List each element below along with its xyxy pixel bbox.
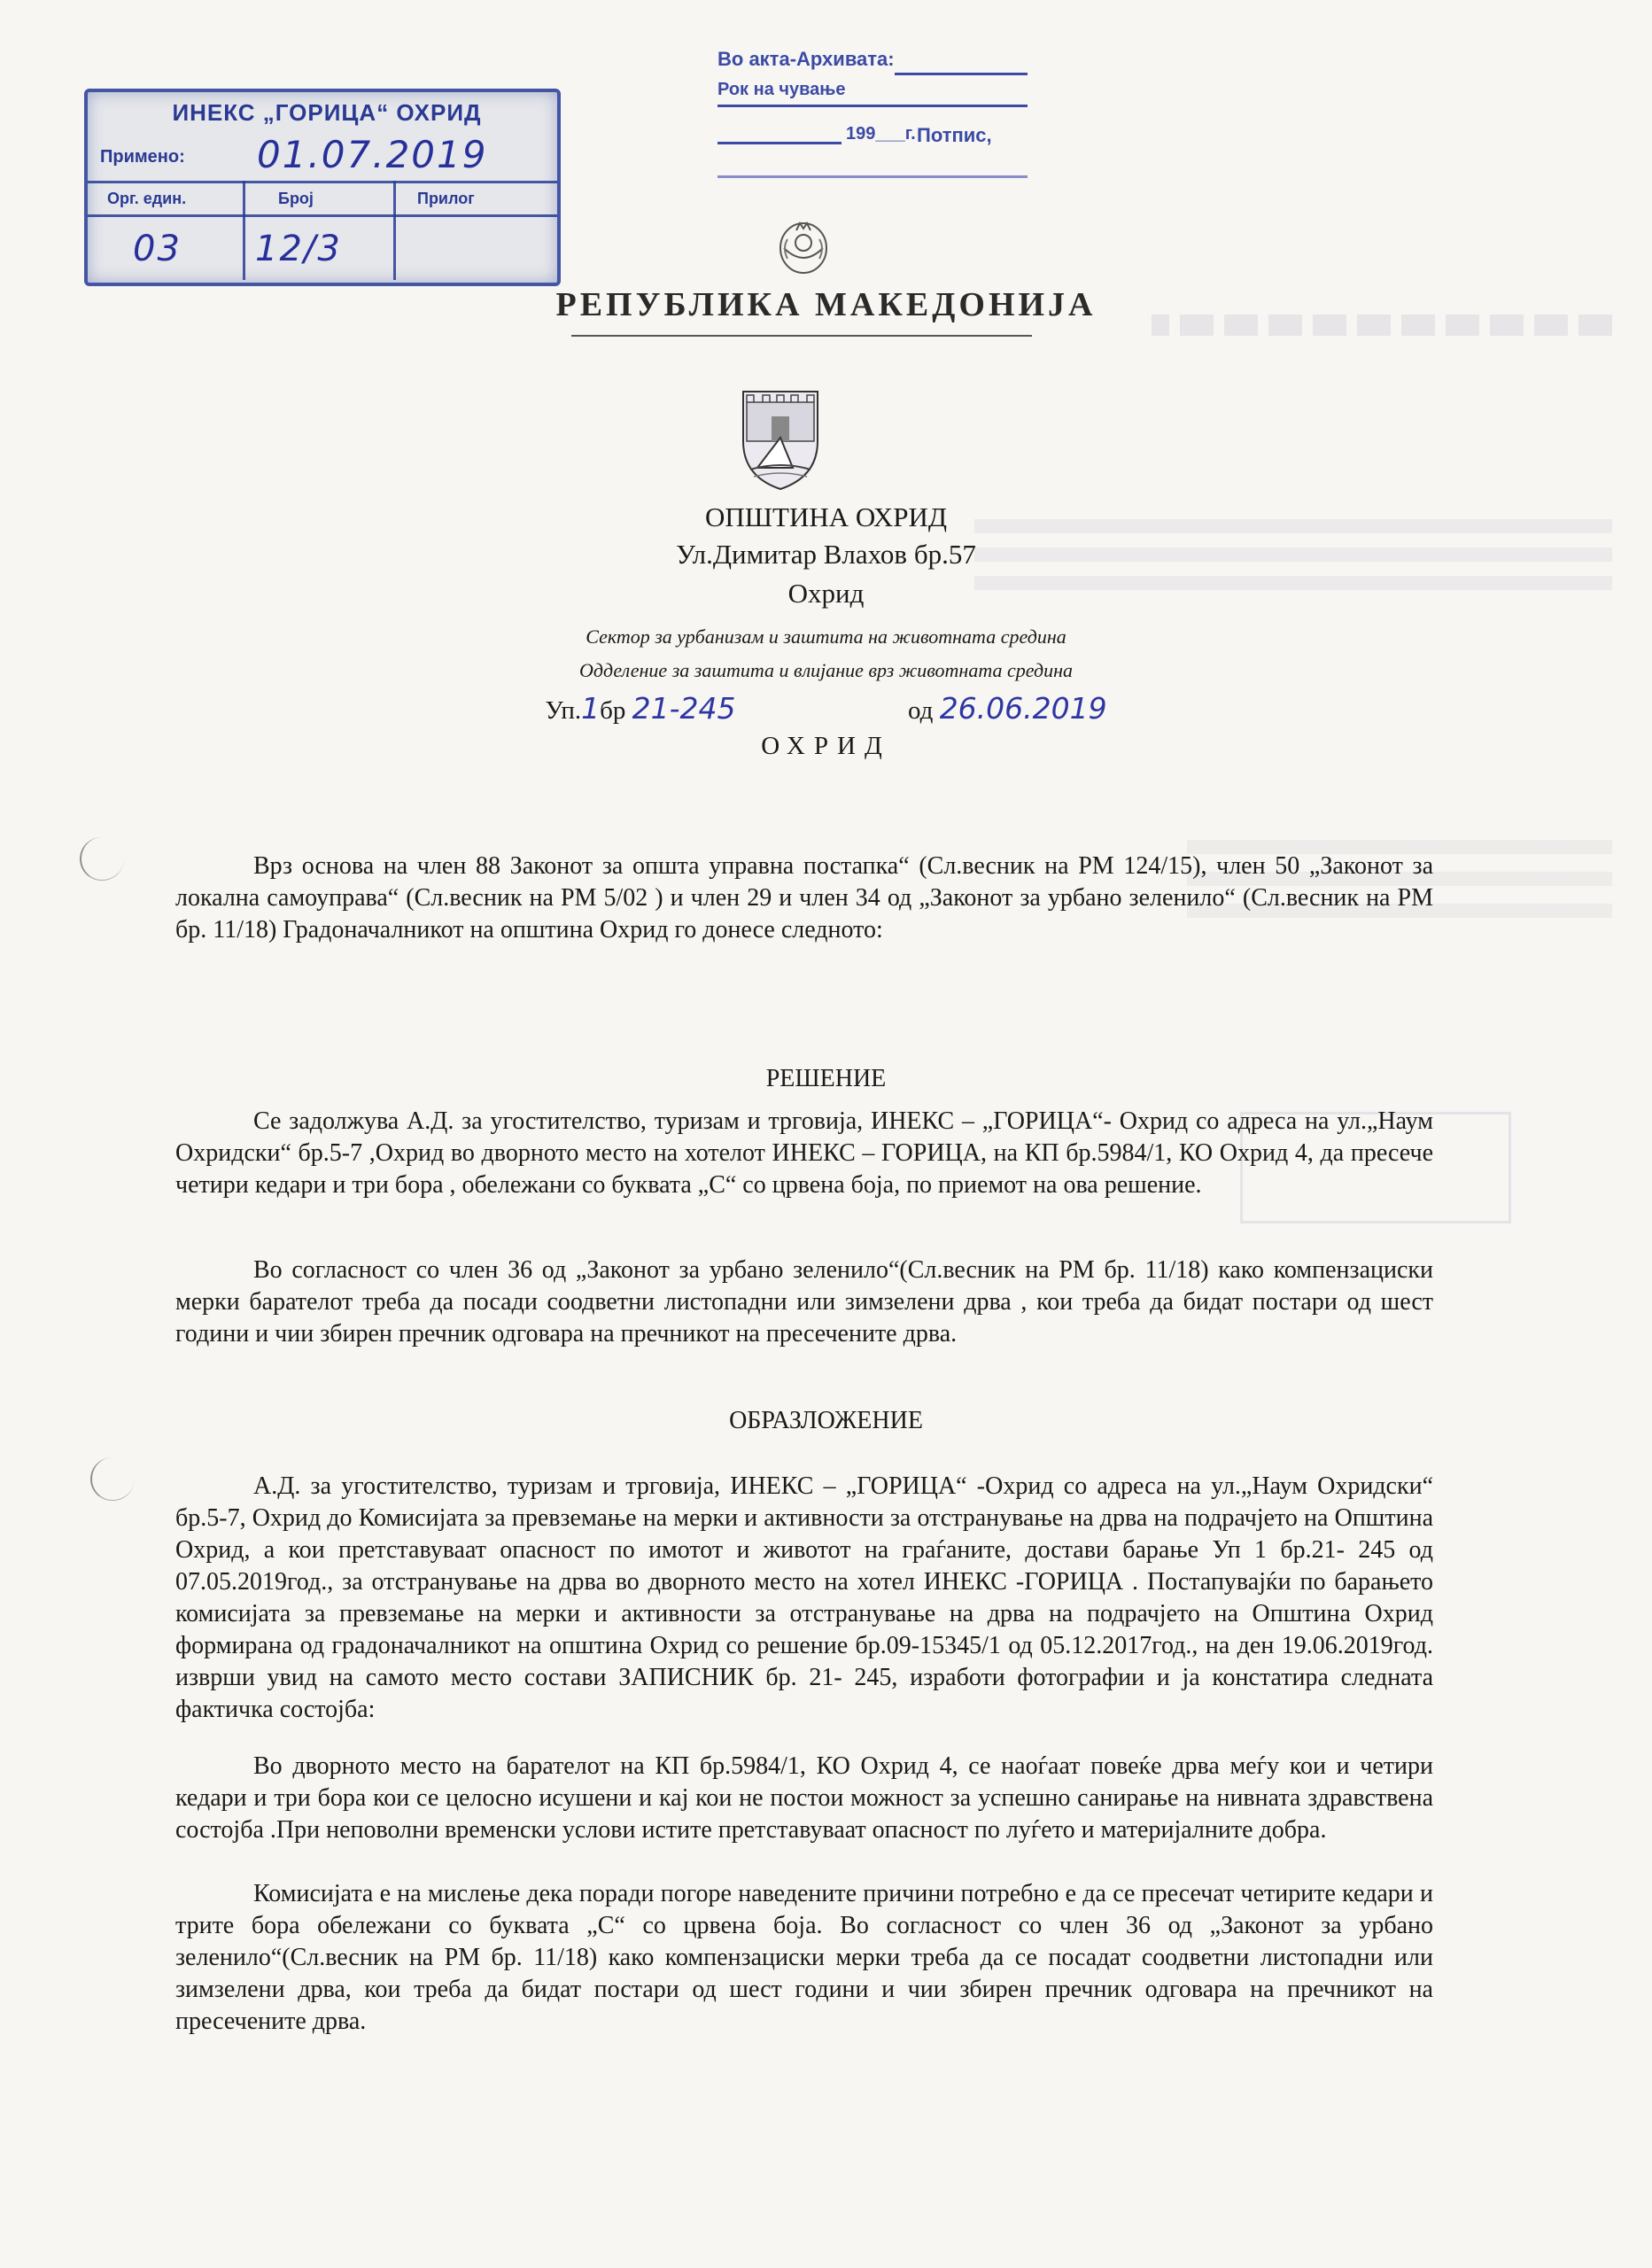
- archive-stamp-line2: Рок на чување: [717, 80, 846, 99]
- archive-stamp-line1: Во акта-Архивата:: [717, 48, 895, 70]
- received-stamp-number: 12/3: [255, 229, 342, 269]
- municipality-name: ОПШТИНА ОХРИД: [704, 501, 948, 532]
- decision-date: 26.06.2019: [939, 691, 1107, 726]
- place-name: ОХРИД: [761, 732, 891, 760]
- decision-paragraph-1: Се задолжува А.Д. за угостителство, туризам и трговија, ИНЕКС – „ГОРИЦА“- Охрид со адреса на ул.„Наум Охридски“ бр.5-7 ,Охрид во дворното место на хотелот ИНЕКС – ГОРИЦА, на КП бр.5984/1, КО Охрид 4, да пресече четири кедари и три бора , обележани со буквата „С“ со црвена боја, по приемот на ова решение.: [175, 1107, 1433, 1199]
- ref-prefix: Уп.: [545, 696, 582, 725]
- sector-name: Сектор за урбанизам и заштита на животната средина: [586, 625, 1066, 648]
- punch-hole-mark: [90, 1457, 135, 1501]
- municipality-city: Охрид: [787, 578, 865, 609]
- received-stamp-col-attachment: Прилог: [417, 190, 475, 207]
- received-stamp-org: ИНЕКС „ГОРИЦА“ ОХРИД: [172, 99, 482, 126]
- ref-number: 21-245: [632, 691, 736, 726]
- archive-stamp: [709, 43, 1036, 189]
- republic-name: РЕПУБЛИКА МАКЕДОНИЈА: [555, 286, 1097, 323]
- date-prefix: од: [908, 696, 934, 725]
- archive-stamp-signature: Потпис,: [917, 124, 992, 146]
- archive-stamp-year: 199___г.: [846, 124, 916, 144]
- municipality-address: Ул.Димитар Влахов бр.57: [676, 539, 976, 570]
- received-stamp-col-number: Број: [278, 190, 314, 207]
- decision-paragraph-2: Во согласност со член 36 од „Законот за урбано зеленило“(Сл.весник на РМ бр. 11/18) како компензациски мерки барателот треба да посади соодветни листопадни или зимзелени дрва , кои треба да бидат постари од шест години и чии збирен пречник одговара на пречникот на пресечените дрва.: [175, 1256, 1433, 1348]
- received-stamp-date: 01.07.2019: [257, 133, 488, 176]
- ohrid-coat-of-arms-icon: [738, 388, 823, 493]
- decision-title: РЕШЕНИЕ: [765, 1065, 887, 1092]
- reasoning-paragraph-2: Во дворното место на барателот на КП бр.5984/1, КО Охрид 4, се наоѓаат повеќе дрва меѓу кои и четири кедари и три бора кои се целосно исушени и кај кои не постои можност за успешно санирање на нивната здравствена состојба .При неповолни временски услови истите претставуваат опасност по луѓето и материјалните добра.: [175, 1752, 1433, 1844]
- reference-line: [0, 691, 1652, 726]
- ref-handwritten-1: 1: [581, 691, 601, 726]
- punch-hole-mark: [80, 837, 124, 881]
- preamble-paragraph: Врз основа на член 88 Законот за општа управна постапка“ (Сл.весник на РМ 124/15), член 50 „Законот за локална самоуправа“ (Сл.весник на РМ 5/02 ) и член 29 и член 34 од „Законот за урбано зеленило“ (Сл.весник на РМ бр. 11/18) Градоначалникот на општина Охрид го донесе следното:: [175, 852, 1433, 944]
- reasoning-paragraph-3: Комисијата е на мислење дека поради погоре наведените причини потребно е да се пресечат четирите кедари и трите бора обележани со буквата „С“ со црвена боја. Во согласност со член 36 од „Законот за урбано зеленило“(Сл.весник на РМ бр. 11/18) како компензациски мерки треба да се посадат соодветни листопадни или зимзелени дрва, кои треба да бидат постари од шест години и чии збирен пречник одговара на пречникот на пресечените дрва.: [175, 1880, 1433, 2035]
- received-stamp-col-unit: Орг. един.: [107, 190, 187, 207]
- state-emblem-icon: [775, 213, 832, 276]
- department-name: Одделение за заштита и влијание врз животната средина: [578, 659, 1073, 681]
- republic-rule: [571, 335, 1032, 337]
- received-stamp-label: Примено:: [100, 147, 185, 167]
- reasoning-title: ОБРАЗЛОЖЕНИЕ: [729, 1407, 923, 1434]
- ref-br: бр: [600, 696, 626, 725]
- received-stamp-unit: 03: [133, 229, 182, 269]
- reasoning-paragraph-1: А.Д. за угостителство, туризам и трговија, ИНЕКС – „ГОРИЦА“ -Охрид со адреса на ул.„Наум Охридски“ бр.5-7, Охрид до Комисијата за превземање на мерки и активности за отстранување на дрва на подрачјето на Општина Охрид, а кои претставуваат опасност по имотот и животот на граѓаните, достави барање Уп 1 бр.21- 245 од 07.05.2019год., за отстранување на дрва во дворното место на хотел ИНЕКС -ГОРИЦА . Постапувајќи по барањето комисијата за превземање на мерки и активности за отстранување на дрва на подрачјето на Општина Охрид формирана од градоначалникот на општина Охрид со решение бр.09-15345/1 од 05.12.2017год., на ден 19.06.2019год. изврши увид на самото место состави ЗАПИСНИК бр. 21- 245, изработи фотографии и ја констатира следната фактичка состојба:: [175, 1472, 1433, 1723]
